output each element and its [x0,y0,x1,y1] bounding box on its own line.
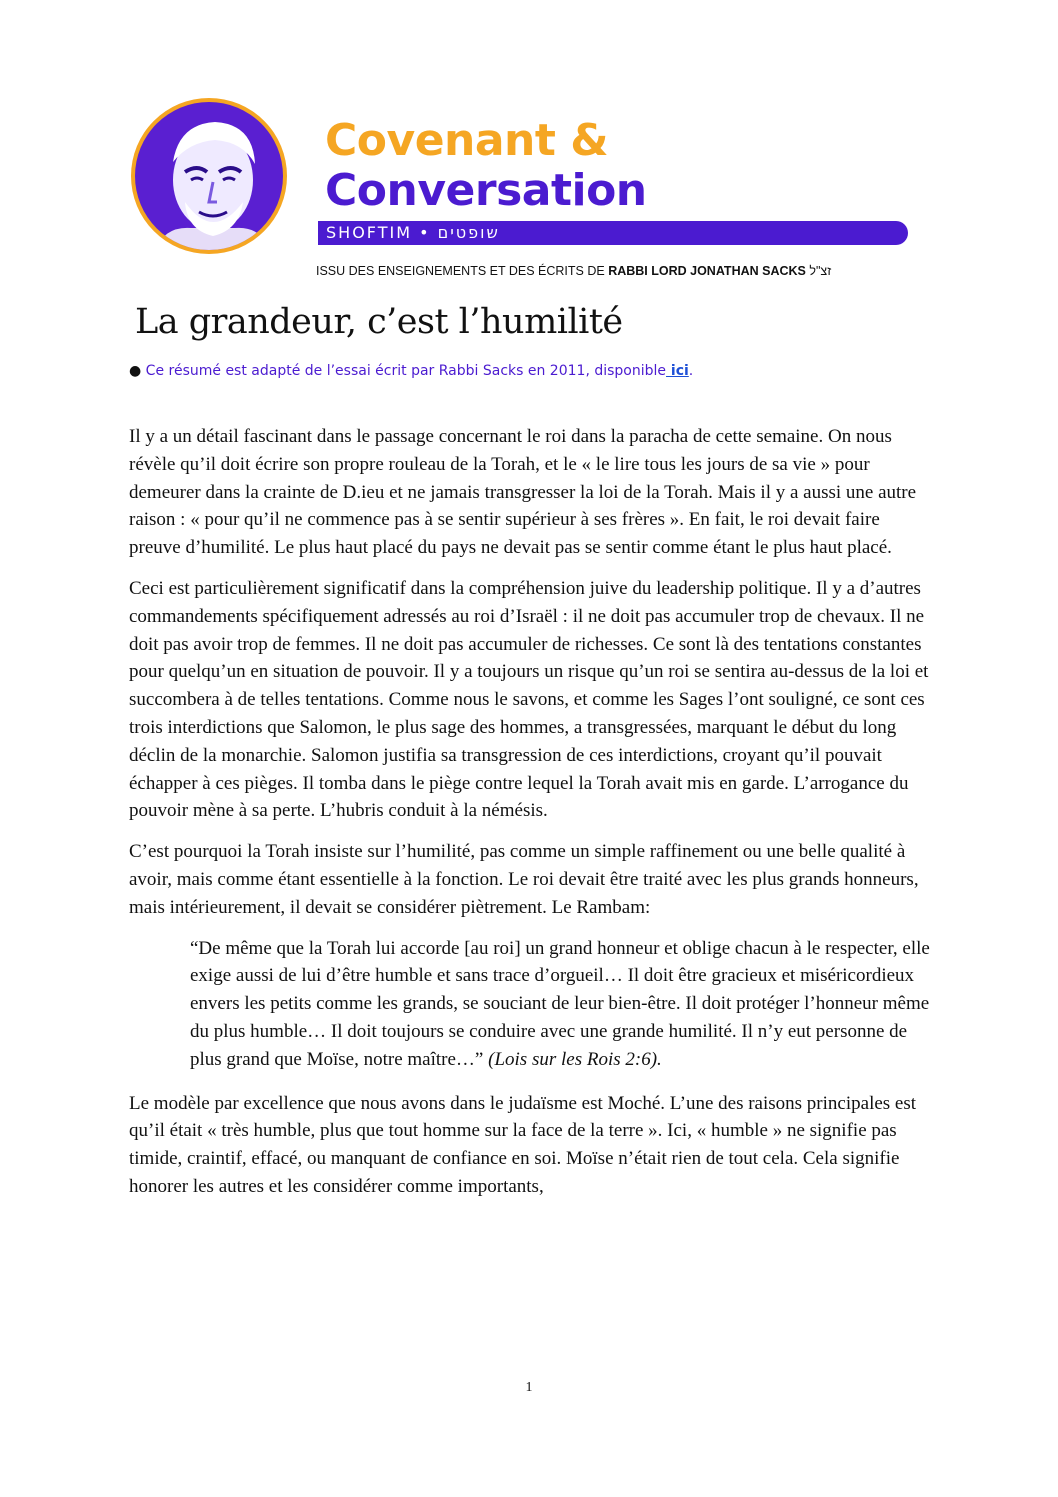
paragraph-4: Le modèle par excellence que nous avons dans le judaïsme est Moché. L’une des raisons principales est qu’il était « très humble, plus que tout homme sur la face de la terre ». Ici, « humble » ne signifie pas timide, craintif, effacé, ou manquant de confiance en soi. Moïse n’était rien de tout cela. Cela signifie honorer les autres et les considérer comme importants, [129,1092,917,1197]
paragraph-1: Il y a un détail fascinant dans le passage concernant le roi dans la paracha de cette semaine. On nous révèle qu’il doit écrire son propre rouleau de la Torah, et le « le lire tous les jours de sa vie » pour demeurer dans la crainte de D.ieu et ne jamais transgresser la loi de la Torah. Mais il y a aussi une autre raison : « pour qu’il ne commence pas à se sentir supérieur à ses frères ». En fait, le roi devait faire preuve d’humilité. Le plus haut placé du pays ne devait pas se sentir comme étant le plus haut placé. [129,426,917,559]
source-attribution [316,263,908,279]
attribution-suffix: זצ"ל [805,264,832,278]
attribution-prefix: ISSU DES ENSEIGNEMENTS ET DES ÉCRITS DE [316,264,609,278]
page-number: 1 [525,1380,533,1395]
brand-title [325,116,647,216]
summary-text: Ce résumé est adapté de l’essai écrit par Rabbi Sacks en 2011, disponible [141,363,667,379]
portrait-icon [135,102,283,250]
author-portrait-logo [131,98,287,254]
parasha-banner [318,221,908,245]
parasha-name: SHOFTIM • שופטים [326,223,500,242]
quote-text: “De même que la Torah lui accorde [au roi] un grand honneur et oblige chacun à le respecter, elle exige aussi de lui d’être humble et sans trace d’orgueil… Il doit être gracieux et miséricordieux envers les petits comme les grands, se souciant de leur bien-être. Il doit protéger l’honneur même du plus humble… Il doit toujours se conduire avec une grande humilité. Il n’y eut personne de plus grand que Moïse, notre maître…” [190,937,930,1070]
summary-note [129,360,929,382]
paragraph-3: C’est pourquoi la Torah insiste sur l’humilité, pas comme un simple raffinement ou une belle qualité à avoir, mais comme étant essentielle à la fonction. Le roi devait être traité avec les plus grands honneurs, mais intérieurement, il devait se considérer piètrement. Le Rambam: [129,841,919,918]
article-title: La grandeur, c’est l’humilité [135,302,623,342]
brand-line-conversation: Conversation [325,165,647,216]
rambam-quote [190,935,930,1074]
article-body [129,423,929,1214]
paragraph-2: Ceci est particulièrement significatif dans la compréhension juive du leadership politique. Il y a d’autres commandements spécifiquement adressés au roi d’Israël : il ne doit pas accumuler trop de chevaux. Il ne doit pas avoir trop de femmes. Il ne doit pas accumuler de richesses. Ce sont là des tentations constantes pour quelqu’un en situation de pouvoir. Il y a toujours un risque qu’un roi se sentira au-dessus de la loi et succombera à de telles tentations. Comme nous le savons, et comme les Sages l’ont souligné, ce sont ces trois interdictions que Salomon, le plus sage des hommes, a transgressées, marquant le début du long déclin de la monarchie. Salomon justifia sa transgression de ces interdictions, croyant qu’il pouvait échapper à ces pièges. Il tomba dans le piège contre lequel la Torah avait mis en garde. L’arrogance du pouvoir mène à sa perte. L’hubris conduit à la némésis. [129,577,929,822]
summary-link[interactable]: ici [666,363,689,379]
quote-source: (Lois sur les Rois 2:6). [488,1048,662,1070]
brand-line-covenant: Covenant & [325,115,609,166]
summary-end: . [688,363,694,379]
attribution-author: RABBI LORD JONATHAN SACKS [608,264,806,278]
summary-bullet: ● [129,363,142,379]
